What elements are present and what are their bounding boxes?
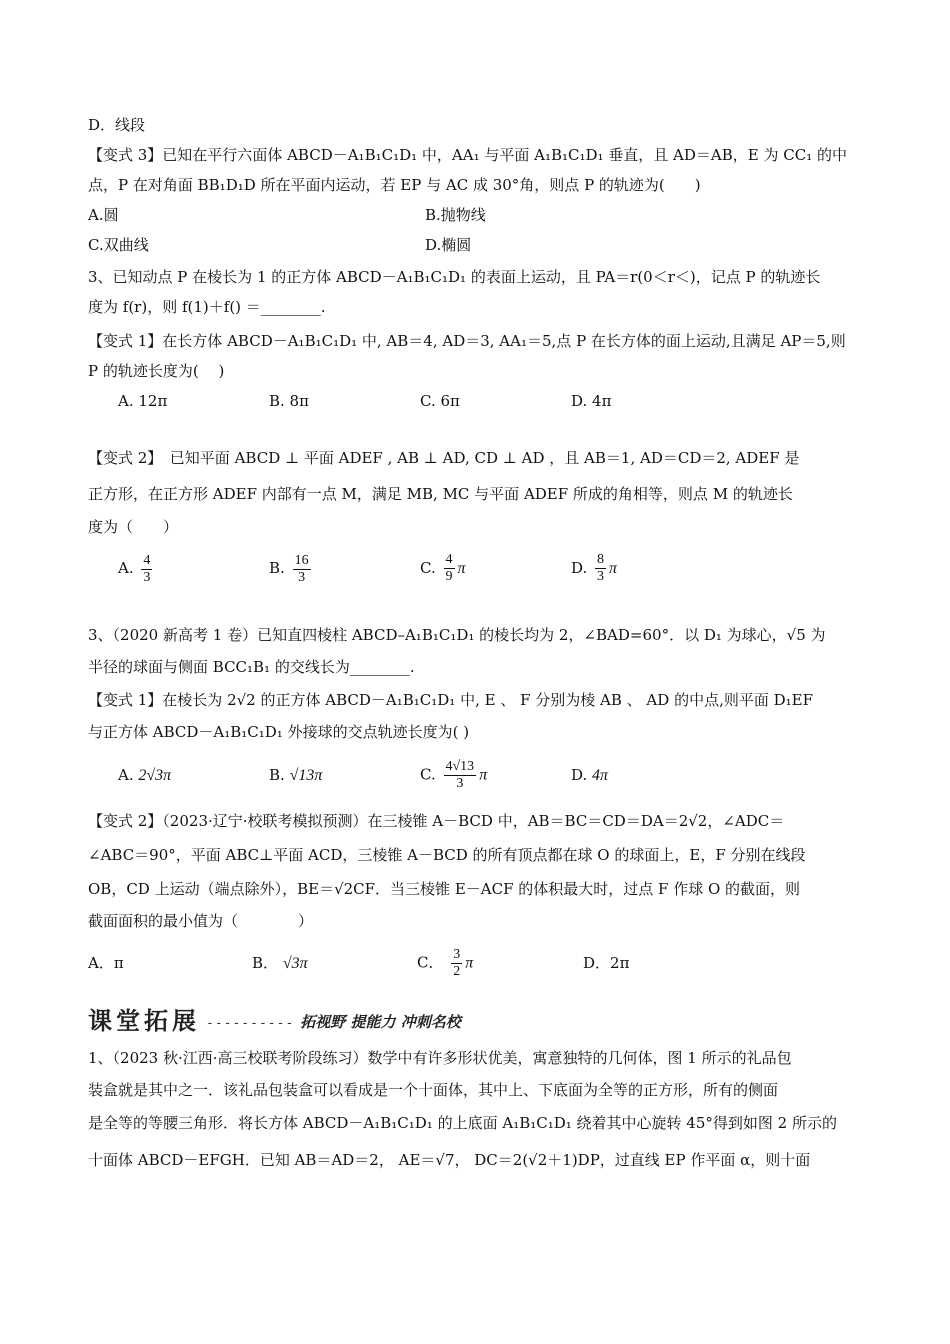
variant-3 bbox=[88, 140, 868, 260]
option-d: D. 4π bbox=[571, 392, 612, 410]
fraction-denominator: 3 bbox=[143, 569, 151, 585]
option-d-previous: D．线段 bbox=[88, 116, 146, 134]
option-d bbox=[571, 760, 608, 791]
banner-dashes: ---------- bbox=[206, 1016, 295, 1031]
option-c: C. 6π bbox=[420, 392, 460, 410]
question-3b bbox=[88, 618, 868, 682]
option-d-label: D. bbox=[571, 765, 588, 784]
variant-2a-options bbox=[88, 542, 868, 594]
fraction-numerator: 4√13 bbox=[445, 758, 475, 774]
option-a-value: 2√3π bbox=[138, 766, 172, 784]
option-d-value: 4π bbox=[592, 766, 609, 784]
option-a-label: A. bbox=[118, 559, 134, 577]
section-banner bbox=[88, 1000, 868, 1036]
variant-3-options-row-1 bbox=[88, 200, 868, 230]
option-d: D.椭圆 bbox=[425, 236, 472, 254]
option-a-fraction bbox=[141, 553, 152, 586]
problem-1-line-3: 是全等的等腰三角形．将长方体 ABCD－A₁B₁C₁D₁ 的上底面 A₁B₁C₁D₁ 绕着其中心旋转 45°得到如图 2 所示的 bbox=[88, 1114, 837, 1132]
option-d-fraction bbox=[595, 552, 606, 585]
option-c-fraction bbox=[444, 552, 455, 585]
variant-1a-line-1: 【变式 1】在长方体 ABCD－A₁B₁C₁D₁ 中, AB＝4, AD＝3, AA₁＝5,点 P 在长方体的面上运动,且满足 AP＝5,则 bbox=[88, 332, 846, 350]
variant-2b-line-4: 截面面积的最小值为（ ） bbox=[88, 912, 314, 930]
variant-1b-line-2: 与正方体 ABCD－A₁B₁C₁D₁ 外接球的交点轨迹长度为( ) bbox=[88, 723, 470, 741]
variant-3-options-row-2 bbox=[88, 230, 868, 260]
option-c: C.双曲线 bbox=[88, 236, 149, 254]
document-page bbox=[88, 110, 868, 1182]
option-b-fraction bbox=[293, 553, 311, 586]
fraction-numerator: 3 bbox=[453, 946, 461, 962]
option-b-value: √13π bbox=[289, 766, 323, 784]
option-b-label: B． bbox=[252, 953, 279, 972]
variant-2a-line-2: 正方形，在正方形 ADEF 内部有一点 M，满足 MB, MC 与平面 ADEF 所成的角相等，则点 M 的轨迹长 bbox=[88, 485, 793, 503]
problem-1-line-4: 十面体 ABCD－EFGH．已知 AB＝AD＝2， AE＝√7， DC＝2(√2＋1)DP，过直线 EP 作平面 α，则十面 bbox=[88, 1151, 811, 1169]
option-c-label: C． bbox=[417, 953, 444, 971]
fraction-denominator: 9 bbox=[445, 569, 453, 584]
option-d-label: D. bbox=[571, 558, 588, 577]
option-b-label: B. bbox=[269, 765, 285, 784]
variant-1a bbox=[88, 326, 868, 416]
question-3a bbox=[88, 262, 868, 322]
option-a-label: A. bbox=[118, 765, 134, 784]
fraction-numerator: 4 bbox=[445, 552, 453, 567]
variant-2b-line-1: 【变式 2】（2023·辽宁·校联考模拟预测）在三棱锥 A－BCD 中，AB＝BC＝CD＝DA＝2√2，∠ADC＝ bbox=[88, 812, 785, 830]
variant-1b-options bbox=[88, 748, 868, 802]
problem-1-line-2: 装盒就是其中之一．该礼品包装盒可以看成是一个十面体，其中上、下底面为全等的正方形，所有的侧面 bbox=[88, 1081, 779, 1099]
variant-1a-line-2: P 的轨迹长度为( ) bbox=[88, 362, 225, 380]
fraction-numerator: 8 bbox=[597, 552, 605, 567]
fraction-numerator: 4 bbox=[143, 552, 151, 568]
option-b: B.抛物线 bbox=[425, 206, 486, 224]
option-b-label: B. bbox=[269, 559, 285, 577]
option-c-fraction bbox=[451, 947, 462, 980]
option-c-label: C. bbox=[420, 558, 436, 577]
option-a: A.圆 bbox=[88, 206, 119, 224]
variant-1b bbox=[88, 684, 868, 802]
variant-2b-options bbox=[88, 936, 868, 990]
option-b: B. 8π bbox=[269, 392, 309, 410]
banner-title: 课堂拓展 bbox=[88, 1007, 200, 1035]
option-a bbox=[118, 760, 269, 791]
fraction-denominator: 3 bbox=[597, 569, 605, 584]
option-b bbox=[269, 760, 420, 791]
question-3b-line-2: 半径的球面与侧面 BCC₁B₁ 的交线长为________. bbox=[88, 658, 415, 676]
problem-1-line-1: 1、（2023 秋·江西·高三校联考阶段练习）数学中有许多形状优美，寓意独特的几何体，图 1 所示的礼品包 bbox=[88, 1049, 792, 1067]
problem-1 bbox=[88, 1042, 868, 1180]
option-b-value: √3π bbox=[282, 954, 308, 972]
option-a bbox=[118, 544, 269, 592]
variant-2b bbox=[88, 804, 868, 990]
variant-3-line-1: 【变式 3】已知在平行六面体 ABCD－A₁B₁C₁D₁ 中，AA₁ 与平面 A₁B₁C₁D₁ 垂直，且 AD＝AB，E 为 CC₁ 的中 bbox=[88, 146, 847, 164]
variant-2a-line-3: 度为（ ） bbox=[88, 518, 179, 536]
fraction-denominator: 3 bbox=[456, 775, 464, 791]
pi-symbol: π bbox=[609, 559, 618, 577]
banner-subtitle: 拓视野 提能力 冲刺名校 bbox=[300, 1013, 461, 1031]
variant-2a-line-1: 【变式 2】 已知平面 ABCD ⊥ 平面 ADEF , AB ⊥ AD, CD ⊥ AD ，且 AB＝1, AD＝CD＝2, ADEF 是 bbox=[88, 449, 800, 467]
option-a: A. 12π bbox=[118, 392, 168, 410]
option-a: A．π bbox=[88, 954, 124, 972]
option-c bbox=[417, 947, 583, 980]
fraction-denominator: 2 bbox=[453, 963, 461, 979]
option-b bbox=[269, 544, 420, 592]
question-3b-line-1: 3、（2020 新高考 1 卷）已知直四棱柱 ABCD–A₁B₁C₁D₁ 的棱长均为 2，∠BAD=60°．以 D₁ 为球心，√5 为 bbox=[88, 626, 826, 644]
option-c-label: C. bbox=[420, 765, 436, 783]
variant-1a-options bbox=[88, 386, 868, 416]
question-3a-line-2: 度为 f(r)，则 f(1)＋f() ＝________. bbox=[88, 298, 326, 316]
variant-2b-line-2: ∠ABC＝90°，平面 ABC⊥平面 ACD，三棱锥 A－BCD 的所有顶点都在球 O 的球面上，E，F 分别在线段 bbox=[88, 846, 806, 864]
option-c bbox=[420, 544, 571, 593]
fraction-numerator: 16 bbox=[294, 552, 309, 568]
option-c bbox=[420, 759, 571, 792]
variant-2b-line-3: OB，CD 上运动（端点除外），BE＝√2CF．当三棱锥 E－ACF 的体积最大时，过点 F 作球 O 的截面，则 bbox=[88, 880, 801, 898]
option-c-fraction bbox=[444, 759, 477, 792]
fraction-denominator: 3 bbox=[298, 569, 306, 585]
option-d bbox=[571, 544, 617, 593]
option-b bbox=[252, 948, 417, 979]
pi-symbol: π bbox=[465, 954, 474, 971]
option-d: D．2π bbox=[583, 954, 630, 972]
pi-symbol: π bbox=[457, 559, 466, 577]
variant-1b-line-1: 【变式 1】在棱长为 2√2 的正方体 ABCD－A₁B₁C₁D₁ 中, E 、 F 分别为棱 AB 、 AD 的中点,则平面 D₁EF bbox=[88, 691, 813, 709]
question-3a-line-1: 3、已知动点 P 在棱长为 1 的正方体 ABCD－A₁B₁C₁D₁ 的表面上运动，且 PA＝r(0＜r＜)，记点 P 的轨迹长 bbox=[88, 268, 821, 286]
pi-symbol: π bbox=[479, 766, 488, 783]
variant-3-line-2: 点，P 在对角面 BB₁D₁D 所在平面内运动，若 EP 与 AC 成 30°角，则点 P 的轨迹为( ) bbox=[88, 176, 701, 194]
variant-2a bbox=[88, 440, 868, 594]
